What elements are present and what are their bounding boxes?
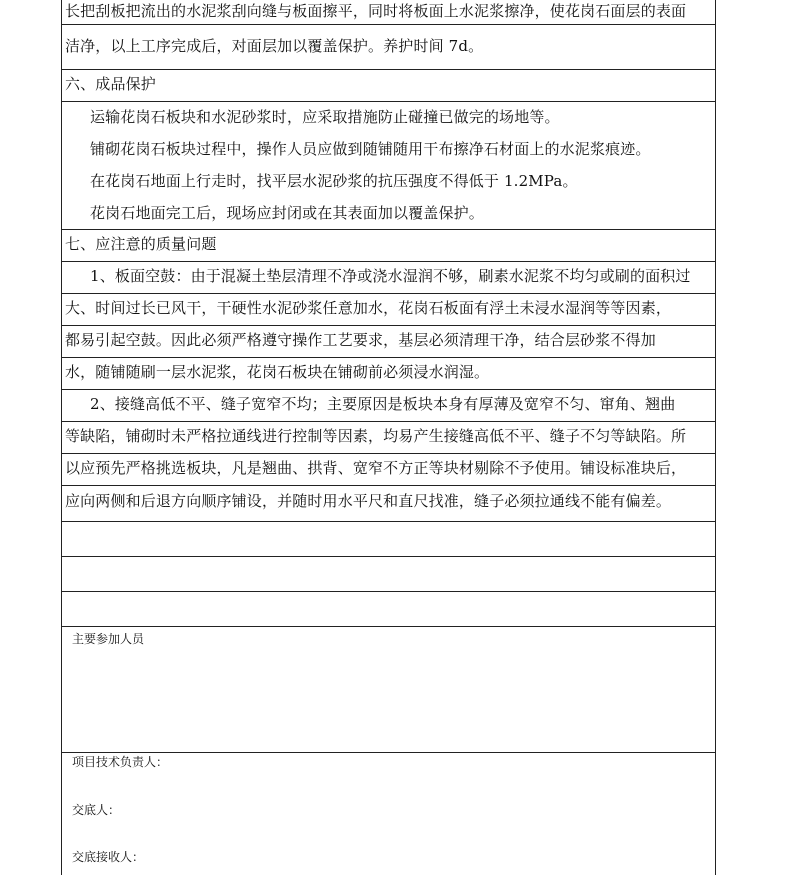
row-divider (62, 261, 715, 262)
row-divider (62, 453, 715, 454)
row-divider (62, 24, 715, 25)
row-divider (62, 421, 715, 422)
row-divider (62, 69, 715, 70)
body-line: 长把刮板把流出的水泥浆刮向缝与板面擦平，同时将板面上水泥浆擦净，使花岗石面层的表面 (65, 2, 687, 20)
body-line: 在花岗石地面上行走时，找平层水泥砂浆的抗压强度不得低于 1.2MPa。 (90, 172, 578, 190)
row-divider (62, 591, 715, 592)
row-divider (62, 752, 715, 753)
row-divider (62, 389, 715, 390)
body-line: 洁净，以上工序完成后，对面层加以覆盖保护。养护时间 7d。 (65, 37, 484, 55)
briefer-label: 交底人： (72, 803, 121, 817)
row-divider (62, 357, 715, 358)
body-line: 等缺陷，铺砌时未严格拉通线进行控制等因素，均易产生接缝高低不平、缝子不匀等缺陷。所 (65, 427, 687, 445)
body-line: 铺砌花岗石板块过程中，操作人员应做到随铺随用干布擦净石材面上的水泥浆痕迹。 (90, 140, 651, 158)
body-line: 以应预先严格挑选板块，凡是翘曲、拱背、宽窄不方正等块材剔除不予使用。铺设标准块后， (65, 459, 687, 477)
row-divider (62, 521, 715, 522)
section-heading: 六、成品保护 (65, 75, 156, 93)
row-divider (62, 556, 715, 557)
row-divider (62, 485, 715, 486)
row-divider (62, 325, 715, 326)
body-line: 运输花岗石板块和水泥砂浆时，应采取措施防止碰撞已做完的场地等。 (90, 108, 560, 126)
body-line: 都易引起空鼓。因此必须严格遵守操作工艺要求，基层必须清理干净，结合层砂浆不得加 (65, 331, 656, 349)
body-line: 2、接缝高低不平、缝子宽窄不均；主要原因是板块本身有厚薄及宽窄不匀、窜角、翘曲 (90, 395, 676, 413)
row-divider (62, 626, 715, 627)
body-line: 水，随铺随刷一层水泥浆，花岗石板块在铺砌前必须浸水润湿。 (65, 363, 490, 381)
body-line: 1、板面空鼓：由于混凝土垫层清理不净或浇水湿润不够，刷素水泥浆不均匀或刷的面积过 (90, 267, 691, 285)
receiver-label: 交底接收人： (72, 850, 145, 864)
body-line: 应向两侧和后退方向顺序铺设，并随时用水平尺和直尺找准，缝子必须拉通线不能有偏差。 (65, 492, 672, 510)
row-divider (62, 293, 715, 294)
body-line: 大、时间过长已风干，干硬性水泥砂浆任意加水，花岗石板面有浮土未浸水湿润等等因素， (65, 299, 672, 317)
row-divider (62, 101, 715, 102)
tech-lead-label: 项目技术负责人： (72, 755, 169, 769)
body-line: 花岗石地面完工后，现场应封闭或在其表面加以覆盖保护。 (90, 204, 484, 222)
row-divider (62, 229, 715, 230)
disclosure-form (61, 0, 716, 875)
section-heading: 七、应注意的质量问题 (65, 235, 217, 253)
participants-label: 主要参加人员 (72, 632, 145, 646)
